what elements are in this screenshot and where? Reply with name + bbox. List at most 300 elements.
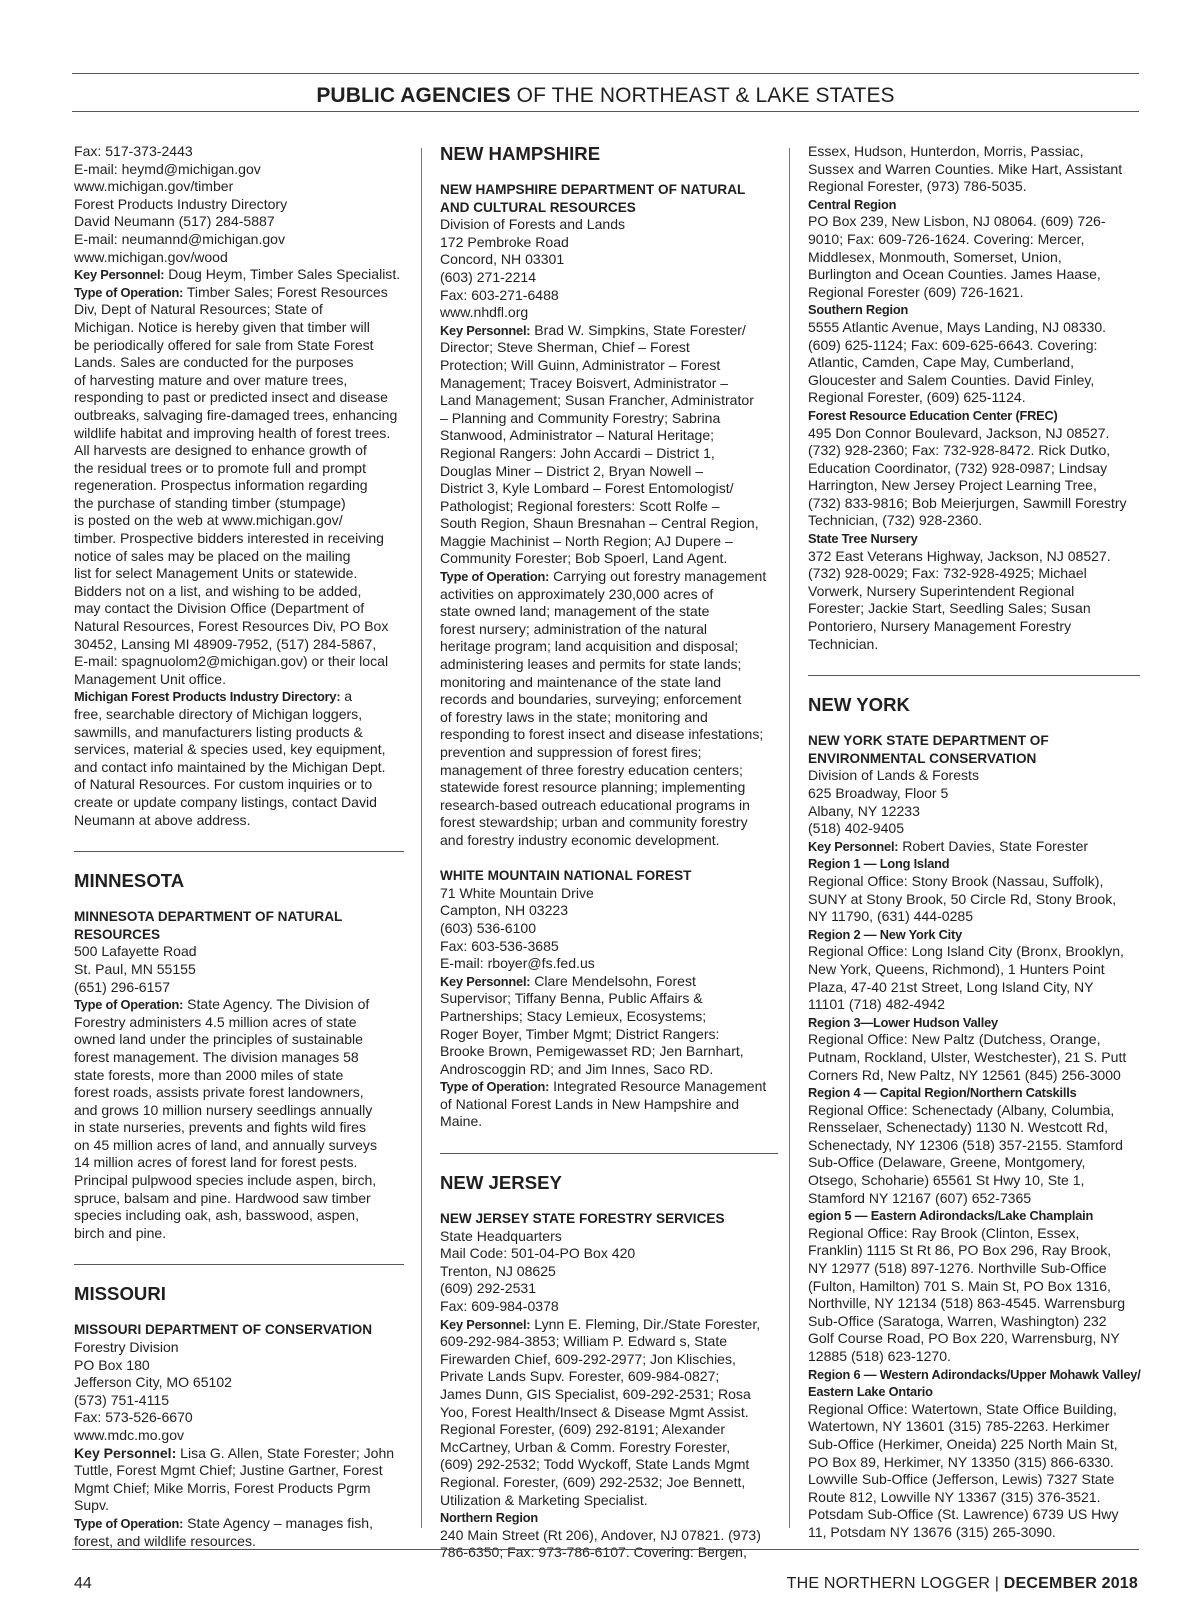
line-text: (609) 292-2531 xyxy=(440,1280,537,1297)
text-line xyxy=(808,618,1140,636)
line-text: Private Lands Supv. Forester, 609-984-0827; xyxy=(440,1368,720,1385)
text-line xyxy=(440,287,778,305)
line-text: of forestry laws in the state; monitoring and xyxy=(440,708,708,725)
text-line xyxy=(808,1137,1140,1155)
text-line xyxy=(440,1008,778,1026)
header-rule xyxy=(72,111,1139,112)
text-line xyxy=(440,955,778,973)
line-text: create or update company listings, contact David xyxy=(74,793,377,810)
text-line xyxy=(440,709,778,727)
field-label: Type of Operation: xyxy=(74,284,184,300)
line-text: Pathologist; Regional foresters: Scott Rolfe – xyxy=(440,497,720,514)
text-line xyxy=(74,1515,404,1533)
text-line xyxy=(440,1245,778,1263)
text-line xyxy=(808,548,1140,566)
line-text: Utilization & Marketing Specialist. xyxy=(440,1491,648,1508)
text-line xyxy=(74,512,404,530)
subsection-heading: Region 3—Lower Hudson Valley xyxy=(808,1014,998,1030)
line-text: Natural Resources, Forest Resources Div, PO Box xyxy=(74,618,389,635)
agency-name: AND CULTURAL RESOURCES xyxy=(440,199,636,215)
text-line xyxy=(440,744,778,762)
line-text: responding to forest insect and disease infestations; xyxy=(440,726,764,743)
line-text: PO Box 239, New Lisbon, NJ 08064. (609) 726- xyxy=(808,213,1106,230)
text-line xyxy=(440,726,778,744)
text-line xyxy=(808,996,1140,1014)
text-line xyxy=(440,357,778,375)
text-line xyxy=(440,1316,778,1334)
text-line xyxy=(440,1228,778,1246)
text-line xyxy=(808,1172,1140,1190)
line-text: 12885 (518) 623-1270. xyxy=(808,1348,951,1364)
line-text: forest nursery; administration of the natural xyxy=(440,620,708,637)
line-text: Jefferson City, MO 65102 xyxy=(74,1374,232,1391)
line-text: Division of Forests and Lands xyxy=(440,216,626,233)
text-line xyxy=(440,1096,778,1114)
line-text: NY 12977 (518) 897-1276. Northville Sub-Office xyxy=(808,1260,1107,1277)
text-line xyxy=(74,530,404,548)
text-line xyxy=(808,1524,1140,1542)
text-line xyxy=(74,1409,404,1427)
line-text: 240 Main Street (Rt 206), Andover, NJ 07821. (973) xyxy=(440,1526,761,1543)
line-text: Principal pulpwood species include aspen, birch, xyxy=(74,1172,377,1189)
text-line xyxy=(808,178,1140,196)
line-text: research-based outreach educational programs in xyxy=(440,796,750,813)
line-text: Concord, NH 03301 xyxy=(440,251,565,268)
column-1 xyxy=(74,143,404,1550)
state-heading: MISSOURI xyxy=(74,1283,166,1305)
text-line xyxy=(74,425,404,443)
line-text: Bidders not on a list, and wishing to be added, xyxy=(74,582,362,599)
line-text: regeneration. Prospectus information regarding xyxy=(74,477,368,494)
text-line xyxy=(440,216,778,234)
line-text: 495 Don Connor Boulevard, Jackson, NJ 08527. xyxy=(808,424,1110,441)
line-text: and contact info maintained by the Michigan Dept. xyxy=(74,758,386,775)
text-line xyxy=(440,269,778,287)
text-line xyxy=(74,319,404,337)
line-text: Regional. Forester, (609) 292-2532; Joe Bennett, xyxy=(440,1473,746,1490)
line-text: and forestry industry economic development. xyxy=(440,831,720,848)
text-line xyxy=(74,1533,404,1551)
line-text: E-mail: heymd@michigan.gov xyxy=(74,160,261,177)
text-line xyxy=(74,1445,404,1463)
line-text: 500 Lafayette Road xyxy=(74,943,197,960)
paragraph-gap xyxy=(440,850,778,868)
line-text: forest roads, assists private forest landowners, xyxy=(74,1084,364,1101)
line-text: (573) 751-4115 xyxy=(74,1391,170,1408)
text-line xyxy=(808,600,1140,618)
text-line xyxy=(74,618,404,636)
text-line xyxy=(808,231,1140,249)
line-text: Forest Products Industry Directory xyxy=(74,195,288,212)
text-line xyxy=(74,495,404,513)
line-text: Pontoriero, Nursery Management Forestry xyxy=(808,618,1072,635)
text-line xyxy=(74,1137,404,1155)
line-text: E-mail: neumannd@michigan.gov xyxy=(74,230,286,247)
line-text: Sub-Office (Herkimer, Oneida) 225 North Main St, xyxy=(808,1435,1118,1452)
line-text: Roger Boyer, Timber Mgmt; District Rangers: xyxy=(440,1025,720,1042)
text-line xyxy=(440,973,778,991)
text-line xyxy=(440,550,778,568)
text-line xyxy=(74,548,404,566)
line-text: Div, Dept of Natural Resources; State of xyxy=(74,301,323,318)
line-text: St. Paul, MN 55155 xyxy=(74,960,196,977)
subsection-heading: Region 4 — Capital Region/Northern Catskills xyxy=(808,1085,1077,1101)
page-title-rest: OF THE NORTHEAST & LAKE STATES xyxy=(510,84,895,107)
page-number: 44 xyxy=(74,1575,92,1592)
line-text: Regional Office: Watertown, State Office Building, xyxy=(808,1400,1117,1417)
line-text: Fax: 573-526-6670 xyxy=(74,1409,193,1426)
line-text: All harvests are designed to enhance growth of xyxy=(74,442,367,459)
line-text: Doug Heym, Timber Sales Specialist. xyxy=(164,266,401,283)
text-line xyxy=(74,1480,404,1498)
subsection-heading: State Tree Nursery xyxy=(808,531,918,547)
text-line xyxy=(808,460,1140,478)
column-2 xyxy=(440,143,778,1562)
line-text: activities on approximately 230,000 acres of xyxy=(440,585,714,602)
text-line xyxy=(74,1190,404,1208)
text-line xyxy=(808,636,1140,654)
footer-rule xyxy=(72,1549,1139,1550)
line-text: 5555 Atlantic Avenue, Mays Landing, NJ 08330. xyxy=(808,318,1107,335)
text-line xyxy=(808,1278,1140,1296)
text-line xyxy=(808,943,1140,961)
text-line xyxy=(74,372,404,390)
text-line xyxy=(808,495,1140,513)
line-text: McCartney, Urban & Comm. Forestry Forester, xyxy=(440,1438,731,1455)
text-line xyxy=(808,354,1140,372)
line-text: free, searchable directory of Michigan loggers, xyxy=(74,706,363,722)
subsection-heading: Region 2 — New York City xyxy=(808,926,963,942)
text-line xyxy=(74,1427,404,1445)
text-line xyxy=(440,1298,778,1316)
text-line xyxy=(440,339,778,357)
text-line xyxy=(74,407,404,425)
line-text: David Neumann (517) 284-5887 xyxy=(74,213,275,230)
line-text: Campton, NH 03223 xyxy=(440,902,569,919)
line-text: Otsego, Schoharie) 65561 St Hwy 10, Ste 1, xyxy=(808,1172,1085,1189)
line-text: of National Forest Lands in New Hampshire and xyxy=(440,1095,740,1112)
line-text: State Headquarters xyxy=(440,1227,562,1244)
text-line xyxy=(74,178,404,196)
line-text: Neumann at above address. xyxy=(74,811,251,828)
text-line xyxy=(808,319,1140,337)
text-line xyxy=(74,301,404,319)
agency-name: MINNESOTA DEPARTMENT OF NATURAL xyxy=(74,909,343,925)
field-label: Key Personnel: xyxy=(440,973,531,989)
line-text: sawmills, and manufacturers listing products & xyxy=(74,723,363,740)
line-text: Middlesex, Monmouth, Somerset, Union, xyxy=(808,248,1062,265)
line-text: Golf Course Road, PO Box 220, Warrensburg, NY xyxy=(808,1330,1120,1347)
line-text: E-mail: spagnuolom2@michigan.gov) or their local xyxy=(74,653,389,670)
line-text: Partnerships; Stacy Lemieux, Ecosystems; xyxy=(440,1007,707,1024)
text-line xyxy=(74,961,404,979)
section-divider xyxy=(74,851,404,852)
subsection-heading: Region 6 — Western Adirondacks/Upper Mohawk Valley/ xyxy=(808,1366,1141,1382)
text-line xyxy=(440,251,778,269)
text-line xyxy=(74,442,404,460)
state-heading: NEW HAMPSHIRE xyxy=(440,143,601,164)
text-line xyxy=(440,603,778,621)
line-text: the residual trees or to promote full and prompt xyxy=(74,459,367,476)
text-line xyxy=(440,1026,778,1044)
text-line xyxy=(808,820,1140,838)
line-text: Maine. xyxy=(440,1113,483,1130)
line-text: 11101 (718) 482-4942 xyxy=(808,996,945,1013)
line-text: (603) 536-6100 xyxy=(440,919,537,936)
text-line xyxy=(440,691,778,709)
line-text: Plaza, 47-40 21st Street, Long Island City, NY xyxy=(808,978,1094,995)
line-text: Schenectady, NY 12306 (518) 357-2155. Stamford xyxy=(808,1136,1123,1153)
text-line xyxy=(74,600,404,618)
text-line xyxy=(440,1386,778,1404)
text-line xyxy=(74,213,404,231)
text-line xyxy=(808,213,1140,231)
line-text: Director; Steve Sherman, Chief – Forest xyxy=(440,339,690,356)
field-label: Key Personnel: xyxy=(74,267,165,283)
text-line xyxy=(808,873,1140,891)
line-text: outbreaks, salvaging fire-damaged trees, enhancing xyxy=(74,406,398,423)
line-text: Corners Rd, New Paltz, NY 12561 (845) 256-3000 xyxy=(808,1066,1121,1083)
line-text: state forests, more than 2000 miles of state xyxy=(74,1066,344,1083)
text-line xyxy=(74,266,404,284)
text-line xyxy=(74,1084,404,1102)
line-text: Timber Sales; Forest Resources xyxy=(183,283,388,300)
line-text: Maggie Machinist – North Region; AJ Dupere – xyxy=(440,532,733,549)
line-text: NY 11790, (631) 444-0285 xyxy=(808,908,974,925)
line-text: Supv. xyxy=(74,1497,109,1514)
line-text: Regional Office: New Paltz (Dutchess, Orange, xyxy=(808,1031,1101,1048)
line-text: State Agency. The Division of xyxy=(183,996,370,1013)
text-line xyxy=(74,812,404,830)
text-line xyxy=(74,759,404,777)
text-line xyxy=(808,1330,1140,1348)
text-line xyxy=(74,1225,404,1243)
text-line xyxy=(440,375,778,393)
text-line xyxy=(808,1242,1140,1260)
text-line xyxy=(808,249,1140,267)
line-text: 609-292-984-3853; William P. Edward s, State xyxy=(440,1333,728,1350)
field-label: Key Personnel: xyxy=(440,322,531,338)
line-text: State Agency – manages fish, xyxy=(183,1514,373,1531)
line-text: statewide forest resource planning; implementing xyxy=(440,779,746,796)
line-text: prevention and suppression of forest fires; xyxy=(440,744,702,760)
agency-name: MISSOURI DEPARTMENT OF CONSERVATION xyxy=(74,1322,373,1338)
line-text: monitoring and maintenance of the state land xyxy=(440,673,722,690)
text-line xyxy=(808,1031,1140,1049)
text-line xyxy=(440,1404,778,1422)
line-text: Regional Office: Ray Brook (Clinton, Essex, xyxy=(808,1224,1080,1241)
line-text: 71 White Mountain Drive xyxy=(440,884,594,901)
text-line xyxy=(74,671,404,689)
text-line xyxy=(808,1295,1140,1313)
subsection-heading: Southern Region xyxy=(808,302,909,318)
line-text: South Region, Shaun Bresnahan – Central Region, xyxy=(440,515,759,532)
line-text: Sub-Office (Delaware, Greene, Montgomery, xyxy=(808,1154,1086,1171)
text-line xyxy=(808,1436,1140,1454)
text-line xyxy=(808,785,1140,803)
text-line xyxy=(74,653,404,671)
text-line xyxy=(440,1439,778,1457)
line-text: responding to past or predicted insect and disease xyxy=(74,389,388,406)
line-text: Management Unit office. xyxy=(74,670,226,687)
line-text: Regional Forester, (973) 786-5035. xyxy=(808,178,1027,195)
top-rule xyxy=(72,73,1139,74)
text-line xyxy=(440,304,778,322)
line-text: Robert Davies, State Forester xyxy=(898,837,1089,854)
line-text: Education Coordinator, (732) 928-0987; Lindsay xyxy=(808,459,1108,476)
subsection-heading: Region 1 — Long Island xyxy=(808,856,950,872)
text-line xyxy=(440,234,778,252)
line-text: Land Management; Susan Francher, Administrator xyxy=(440,392,754,409)
text-line xyxy=(808,1489,1140,1507)
line-text: and grows 10 million nursery seedlings annually xyxy=(74,1101,373,1118)
text-line xyxy=(808,1067,1140,1085)
text-line xyxy=(808,1119,1140,1137)
text-line xyxy=(808,143,1140,161)
text-line xyxy=(808,389,1140,407)
text-line xyxy=(440,1421,778,1439)
text-line xyxy=(440,1263,778,1281)
line-text: Potsdam Sub-Office (St. Lawrence) 6739 US Hwy xyxy=(808,1506,1119,1523)
line-text: www.nhdfl.org xyxy=(440,304,529,321)
text-line xyxy=(440,586,778,604)
line-text: forest management. The division manages 58 xyxy=(74,1048,359,1065)
text-line xyxy=(808,979,1140,997)
text-line xyxy=(74,1067,404,1085)
column-3 xyxy=(808,143,1140,1542)
line-text: Supervisor; Tiffany Benna, Public Affairs & xyxy=(440,990,703,1007)
text-line xyxy=(74,1154,404,1172)
line-text: timber. Prospective bidders interested in receiving xyxy=(74,530,384,547)
line-text: records and boundaries, surveying; enforcement xyxy=(440,691,742,708)
line-text: Route 812, Lowville NY 13367 (315) 376-3521. xyxy=(808,1488,1101,1505)
line-text: Management; Tracey Boisvert, Administrator – xyxy=(440,374,729,391)
text-line xyxy=(440,1492,778,1510)
subsection-heading: Northern Region xyxy=(440,1510,538,1526)
agency-name: WHITE MOUNTAIN NATIONAL FOREST xyxy=(440,868,692,884)
text-line xyxy=(440,832,778,850)
line-text: James Dunn, GIS Specialist, 609-292-2531; Rosa xyxy=(440,1386,751,1402)
section-divider xyxy=(74,1264,404,1265)
text-line xyxy=(74,1031,404,1049)
text-line xyxy=(74,1392,404,1410)
text-line xyxy=(440,1474,778,1492)
line-text: Forester; Jackie Start, Seedling Sales; Susan xyxy=(808,600,1091,617)
line-text: Technician. xyxy=(808,635,879,652)
line-text: is posted on the web at www.michigan.gov/ xyxy=(74,512,343,529)
line-text: Technician, (732) 928-2360. xyxy=(808,512,983,529)
line-text: Division of Lands & Forests xyxy=(808,767,979,784)
line-text: Community Forester; Bob Spoerl, Land Agent. xyxy=(440,550,728,567)
line-text: Brooke Brown, Pemigewasset RD; Jen Barnhart, xyxy=(440,1043,744,1060)
line-text: Fax: 603-271-6488 xyxy=(440,286,559,303)
text-line xyxy=(440,322,778,340)
text-line xyxy=(440,410,778,428)
line-text: SUNY at Stony Brook, 50 Circle Rd, Stony Brook, xyxy=(808,890,1117,907)
text-line xyxy=(808,161,1140,179)
line-text: forest stewardship; urban and community forestry xyxy=(440,814,748,831)
text-line xyxy=(808,1348,1140,1366)
text-line xyxy=(440,427,778,445)
state-heading: NEW YORK xyxy=(808,694,910,716)
line-text: Mgmt Chief; Mike Morris, Forest Products Pgrm xyxy=(74,1479,371,1496)
text-line xyxy=(808,1506,1140,1524)
line-text: www.michigan.gov/wood xyxy=(74,248,228,265)
text-line xyxy=(74,1357,404,1375)
text-line xyxy=(440,902,778,920)
text-line xyxy=(74,1374,404,1392)
text-line xyxy=(74,1119,404,1137)
page-title xyxy=(72,84,1139,108)
text-line xyxy=(440,638,778,656)
line-text: Regional Office: Schenectady (Albany, Columbia, xyxy=(808,1101,1115,1118)
line-text: – Planning and Community Forestry; Sabrina xyxy=(440,409,721,426)
masthead-divider: | xyxy=(994,1575,1000,1592)
text-line xyxy=(808,565,1140,583)
line-text: Fax: 517-373-2443 xyxy=(74,143,193,159)
line-text: Albany, NY 12233 xyxy=(808,802,920,819)
line-text: (651) 296-6157 xyxy=(74,978,171,995)
text-line xyxy=(808,1225,1140,1243)
line-text: Putnam, Rockland, Ulster, Westchester), 21 S. Putt xyxy=(808,1048,1127,1065)
line-text: spruce, balsam and pine. Hardwood saw timber xyxy=(74,1189,371,1206)
line-text: (518) 402-9405 xyxy=(808,820,905,837)
text-line xyxy=(440,1456,778,1474)
text-line xyxy=(440,674,778,692)
line-text: Rensselaer, Schenectady) 1130 N. Westcott Rd, xyxy=(808,1119,1109,1136)
line-text: Regional Office: Stony Brook (Nassau, Suffolk), xyxy=(808,872,1104,889)
line-text: PO Box 89, Herkimer, NY 13350 (315) 866-6330. xyxy=(808,1453,1114,1470)
line-text: heritage program; land acquisition and disposal; xyxy=(440,638,739,655)
line-text: list for select Management Units or statewide. xyxy=(74,565,358,582)
line-text: notice of sales may be placed on the mailing xyxy=(74,547,351,564)
line-text: (732) 928-0029; Fax: 732-928-4925; Michael xyxy=(808,565,1087,582)
line-text: management of three forestry education centers; xyxy=(440,761,743,778)
line-text: Douglas Miner – District 2, Bryan Nowell – xyxy=(440,462,704,479)
line-text: services, material & species used, key equipment, xyxy=(74,741,386,758)
line-text: Regional Office: Long Island City (Bronx, Brooklyn, xyxy=(808,943,1124,960)
line-text: Brad W. Simpkins, State Forester/ xyxy=(530,321,746,338)
line-text: in state nurseries, prevents and fights wild fires xyxy=(74,1119,367,1136)
line-text: forest, and wildlife resources. xyxy=(74,1532,256,1549)
line-text: Lynn E. Fleming, Dir./State Forester, xyxy=(530,1315,761,1332)
masthead xyxy=(787,1575,1138,1593)
text-line xyxy=(808,1049,1140,1067)
field-label: Type of Operation: xyxy=(74,1515,184,1531)
text-line xyxy=(440,1280,778,1298)
text-line xyxy=(440,990,778,1008)
line-text: Atlantic, Camden, Cape May, Cumberland, xyxy=(808,354,1074,371)
line-text: Forestry Division xyxy=(74,1339,179,1356)
line-text: (Fulton, Hamilton) 701 S. Main St, PO Box 1316, xyxy=(808,1277,1111,1294)
text-line xyxy=(74,636,404,654)
text-line xyxy=(74,143,404,161)
text-line xyxy=(440,1368,778,1386)
text-line xyxy=(808,1454,1140,1472)
line-text: www.mdc.mo.gov xyxy=(74,1427,185,1443)
line-text: Sub-Office (Saratoga, Warren, Washington) 232 xyxy=(808,1312,1107,1329)
line-text: PO Box 180 xyxy=(74,1356,150,1373)
line-text: (609) 292-2532; Todd Wyckoff, State Lands Mgmt xyxy=(440,1456,750,1473)
text-line xyxy=(440,1043,778,1061)
line-text: (732) 928-2360; Fax: 732-928-8472. Rick Dutko, xyxy=(808,442,1111,459)
line-text: 9010; Fax: 609-726-1624. Covering: Mercer, xyxy=(808,230,1085,247)
text-line xyxy=(74,706,404,724)
line-text: (732) 833-9816; Bob Meierjurgen, Sawmill Forestry xyxy=(808,494,1127,511)
text-line xyxy=(808,803,1140,821)
line-text: 30452, Lansing MI 48909-7952, (517) 284-5867, xyxy=(74,635,377,652)
text-line xyxy=(808,477,1140,495)
